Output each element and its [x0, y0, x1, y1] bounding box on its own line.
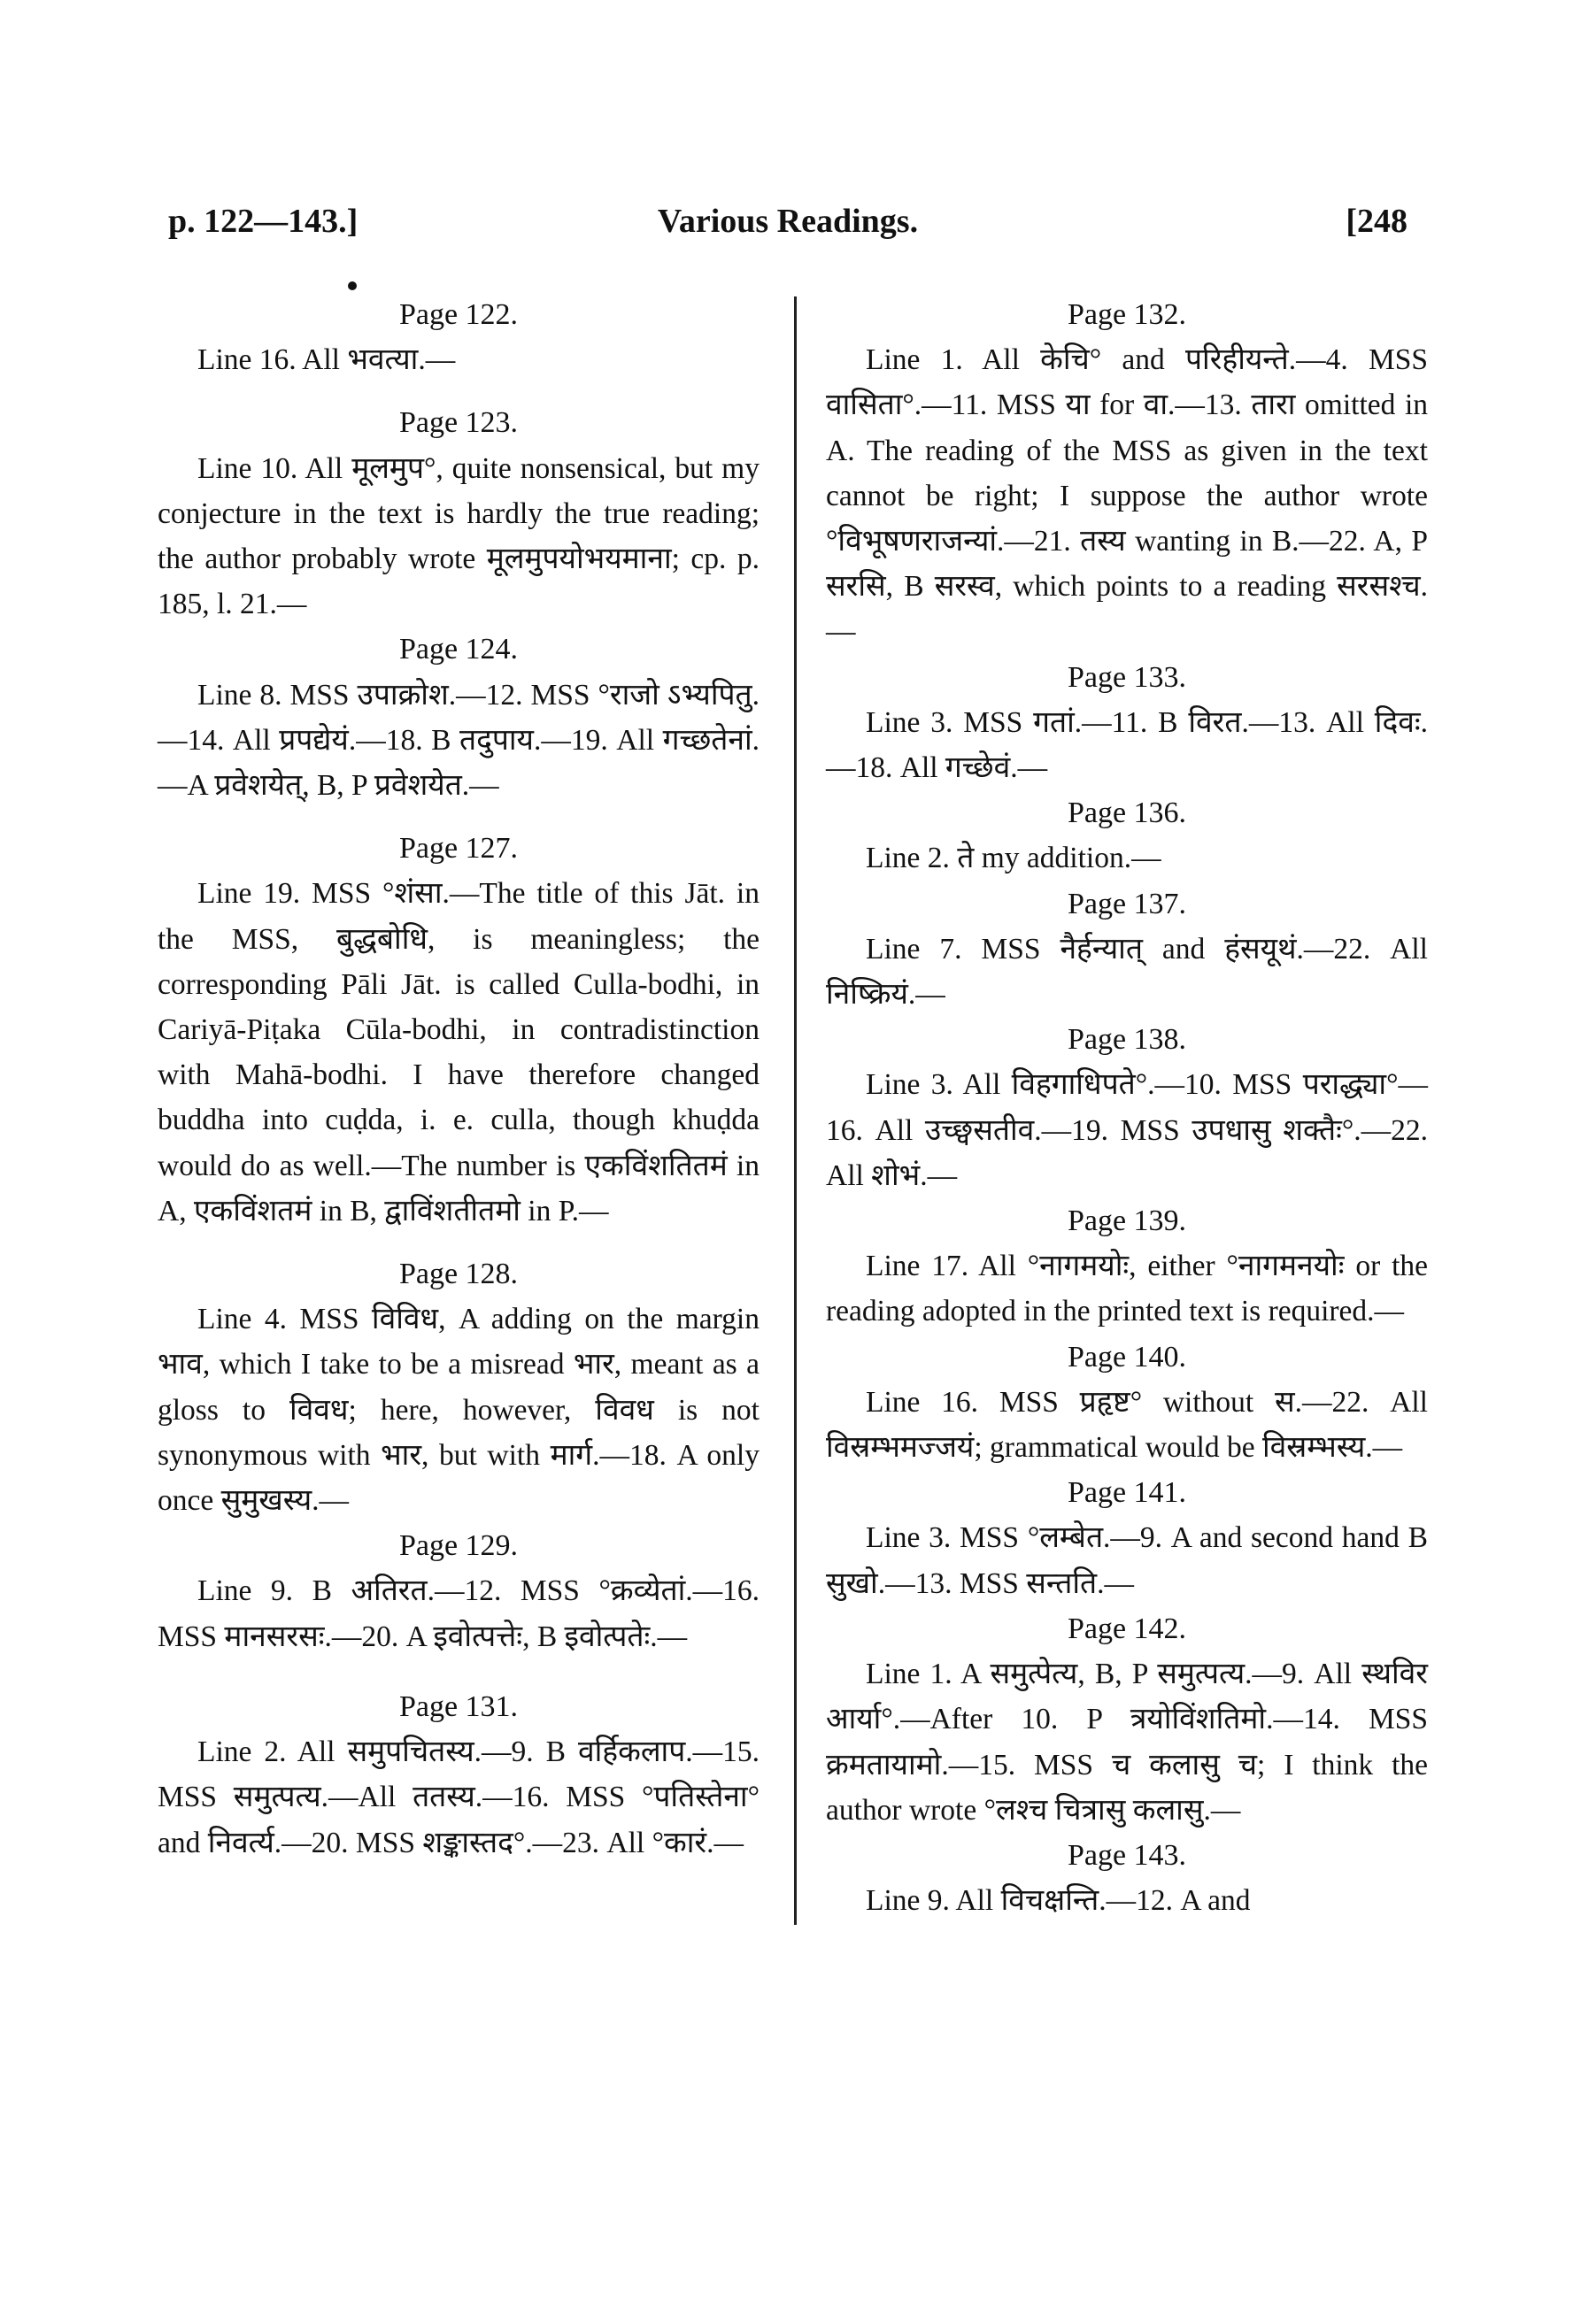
section-page-124 [158, 627, 760, 808]
section-page-132 [826, 292, 1428, 655]
reading-note: Line 9. B अतिरत.—12. MSS °क्रव्येतां.—16. MSS मानसरसः.—20. A इवोत्पत्तेः, B इवोत्पतेः.— [158, 1574, 760, 1653]
reading-note: Line 9. All विचक्षन्ति.—12. A and [866, 1884, 1251, 1918]
page-heading: Page 132. [1067, 298, 1187, 331]
page-heading: Page 139. [1067, 1204, 1187, 1238]
reading-note: Line 16. All भवत्या.— [197, 343, 456, 377]
reading-note: Line 1. All केचि° and परिहीयन्ते.—4. MSS वासिता°.—11. MSS या for वा.—13. तारा omitted in A. The reading of the MSS as given in the text cannot be right; I suppose the author wrote °विभूषणराजन्यां.—21. तस्य wanting in B.—22. A, P सरसि, B सरस्व, which points to a reading सरसश्च.— [826, 343, 1428, 649]
page-heading: Page 136. [1067, 796, 1187, 830]
section-page-128 [158, 1251, 760, 1523]
section-page-137 [826, 881, 1428, 1018]
section-page-138 [826, 1017, 1428, 1198]
page-heading: Page 141. [1067, 1476, 1187, 1510]
page-heading: Page 123. [398, 406, 519, 440]
reading-note: Line 10. All मूलमुप°, quite nonsensical, but my conjecture in the text is hardly the true reading; the author probably wrote मूलमुपयोभयमाना; cp. p. 185, l. 21.— [158, 451, 760, 621]
reading-note: Line 3. All विहगाधिपते°.—10. MSS पराद्ध्या°—16. All उच्छ्वसतीव.—19. MSS उपधासु शक्तैः°.—22. All शोभं.— [826, 1068, 1428, 1192]
section-page-123 [158, 400, 760, 627]
reading-note: Line 2. ते my addition.— [866, 842, 1161, 875]
section-page-140 [826, 1335, 1428, 1471]
reading-note: Line 7. MSS नैर्हन्यात् and हंसयूथं.—22. All निष्क्रियं.— [826, 932, 1428, 1012]
section-page-139 [826, 1198, 1428, 1335]
page-heading: Page 133. [1067, 660, 1187, 694]
bullet-mark [348, 281, 357, 290]
section-page-141 [826, 1470, 1428, 1606]
page-heading: Page 138. [1067, 1023, 1187, 1057]
section-page-122 [158, 292, 760, 382]
page-heading: Page 143. [1067, 1838, 1187, 1872]
section-page-136 [826, 790, 1428, 881]
reading-note: Line 4. MSS विविध, A adding on the margin भाव, which I take to be a misread भार, meant as a gloss to विवध; here, however, विवध is not synonymous with भार, but with मार्ग.—18. A only once सुमुखस्य.— [158, 1303, 760, 1518]
reading-note: Line 2. All समुपचितस्य.—9. B वर्हिकलाप.—15. MSS समुत्पत्य.—All ततस्य.—16. MSS °पतिस्तेना° and निवर्त्य.—20. MSS शङ्कास्तद°.—23. All °कारं.— [158, 1735, 760, 1859]
running-head-title: Various Readings. [657, 203, 919, 240]
page-heading: Page 128. [398, 1258, 519, 1291]
section-page-131 [158, 1684, 760, 1866]
running-head-page-number: [248 [1346, 203, 1407, 240]
reading-note: Line 3. MSS °लम्बेत.—9. A and second hand B सुखो.—13. MSS सन्तति.— [826, 1521, 1428, 1600]
column-divider [794, 296, 797, 1925]
reading-note: Line 8. MSS उपाक्रोश.—12. MSS °राजो ऽभ्यपितु.—14. All प्रपद्येयं.—18. B तदुपाय.—19. All गच्छतेनां.—A प्रवेशयेत्, B, P प्रवेशयेत.— [158, 678, 760, 803]
page-heading: Page 129. [398, 1529, 519, 1563]
page-heading: Page 142. [1067, 1612, 1187, 1645]
reading-note: Line 17. All °नागमयोः, either °नागमनयोः or the reading adopted in the printed text is required.— [826, 1250, 1428, 1328]
page-heading: Page 124. [398, 633, 519, 666]
running-head [168, 195, 1407, 248]
section-page-143 [826, 1833, 1428, 1923]
reading-note: Line 3. MSS गतां.—11. B विरत.—13. All दिवः.—18. All गच्छेवं.— [826, 705, 1428, 785]
page-heading: Page 131. [398, 1689, 519, 1723]
page-heading: Page 127. [398, 832, 519, 866]
page-heading: Page 122. [398, 298, 519, 331]
page-heading: Page 140. [1067, 1340, 1187, 1374]
left-column [158, 292, 760, 1866]
reading-note: Line 16. MSS प्रहृष्ट° without स.—22. All विस्रम्भमज्जयं; grammatical would be विस्रम्भस्य.— [826, 1385, 1428, 1465]
section-page-129 [158, 1523, 760, 1659]
section-page-142 [826, 1606, 1428, 1833]
reading-note: Line 19. MSS °शंसा.—The title of this Jāt. in the MSS, बुद्धबोधि, is meaningless; the corresponding Pāli Jāt. is called Culla-bodhi, in Cariyā-Piṭaka Cūla-bodhi, in contradistinction with Mahā-bodhi. I have therefore changed buddha into cuḍda, i. e. culla, though khuḍda would do as well.—The number is एकविंशतितमं in A, एकविंशतमं in B, द्वाविंशतीतमो in P.— [158, 877, 760, 1227]
page-heading: Page 137. [1067, 887, 1187, 920]
running-head-page-range: p. 122—143.] [168, 203, 359, 240]
right-column [826, 292, 1428, 1923]
section-page-133 [826, 655, 1428, 791]
section-page-127 [158, 826, 760, 1234]
reading-note: Line 1. A समुत्पेत्य, B, P समुत्पत्य.—9. All स्थविर आर्या°.—After 10. P त्रयोविंशतिमो.—14. MSS क्रमतायामो.—15. MSS च कलासु च; I think the author wrote °लश्च चित्रासु कलासु.— [826, 1658, 1428, 1827]
